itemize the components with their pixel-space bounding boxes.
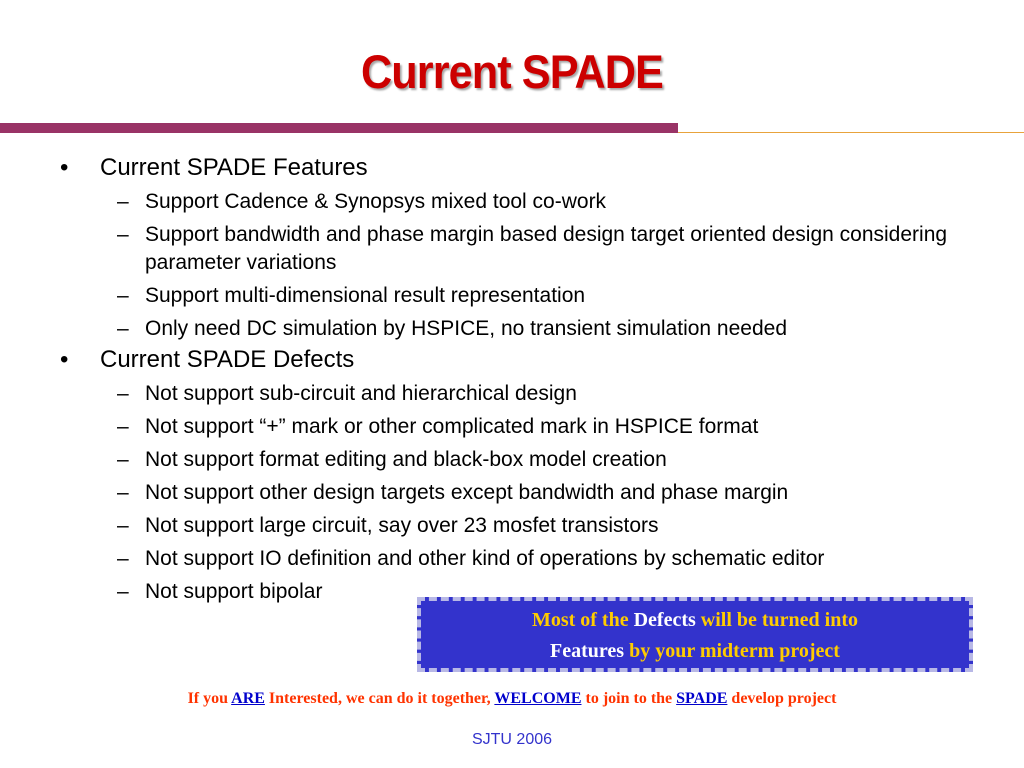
callout-text: Most of the xyxy=(531,609,634,631)
defects-item-text: Not support format editing and black-box model creation xyxy=(145,448,667,471)
callout-line-2 xyxy=(429,636,961,667)
dash-icon: – xyxy=(117,317,129,340)
invite-text: Interested, we can do it together, xyxy=(264,690,495,707)
defects-heading-item xyxy=(60,345,960,375)
features-item-text: Support bandwidth and phase margin based design target oriented design considering parameter variations xyxy=(145,223,948,274)
features-heading-item xyxy=(60,153,960,183)
defects-item-text: Not support large circuit, say over 23 mosfet transistors xyxy=(145,514,659,537)
invite-text: If you xyxy=(187,690,232,707)
dash-icon: – xyxy=(117,514,129,537)
footer-text: SJTU 2006 xyxy=(471,731,553,748)
invite-text-welcome: WELCOME xyxy=(494,690,582,707)
invitation-line xyxy=(0,690,1024,708)
defects-item-text: Not support IO definition and other kind of operations by schematic editor xyxy=(145,547,825,570)
dash-icon: – xyxy=(117,481,129,504)
features-heading: Current SPADE Features xyxy=(100,154,368,181)
features-item xyxy=(60,221,960,277)
defects-heading: Current SPADE Defects xyxy=(100,346,355,373)
invite-text: to join to the xyxy=(581,690,677,707)
defects-item xyxy=(60,512,960,540)
features-item xyxy=(60,188,960,216)
bullet-icon: • xyxy=(60,346,69,373)
defects-item-text: Not support “+” mark or other complicated mark in HSPICE format xyxy=(145,415,759,438)
defects-item xyxy=(60,380,960,408)
defects-item xyxy=(60,479,960,507)
slide-title: Current SPADE xyxy=(361,45,663,98)
dash-icon: – xyxy=(117,190,129,213)
features-item xyxy=(60,315,960,343)
title-rule-thin xyxy=(678,132,1024,133)
bullet-list xyxy=(60,151,960,606)
features-item xyxy=(60,282,960,310)
invite-text-are: ARE xyxy=(231,690,265,707)
dash-icon: – xyxy=(117,580,129,603)
invite-text: develop project xyxy=(727,690,837,707)
dash-icon: – xyxy=(117,284,129,307)
dash-icon: – xyxy=(117,382,129,405)
invite-text-spade: SPADE xyxy=(676,690,728,707)
title-rule-thick xyxy=(0,123,678,133)
callout-text: by your midterm project xyxy=(624,640,840,662)
callout-text-defects: Defects xyxy=(633,609,696,631)
features-item-text: Support Cadence & Synopsys mixed tool co-work xyxy=(145,190,607,213)
callout-line-1 xyxy=(429,605,961,636)
callout-text: will be turned into xyxy=(695,609,859,631)
defects-item-text: Not support bipolar xyxy=(145,580,323,603)
bullet-icon: • xyxy=(60,154,69,181)
defects-item-text: Not support sub-circuit and hierarchical design xyxy=(145,382,577,405)
defects-item xyxy=(60,413,960,441)
callout-text-features: Features xyxy=(550,640,625,662)
dash-icon: – xyxy=(117,448,129,471)
dash-icon: – xyxy=(117,547,129,570)
features-item-text: Support multi-dimensional result representation xyxy=(145,284,586,307)
defects-item xyxy=(60,446,960,474)
defects-item-text: Not support other design targets except bandwidth and phase margin xyxy=(145,481,789,504)
features-item-text: Only need DC simulation by HSPICE, no transient simulation needed xyxy=(145,317,787,340)
defects-item xyxy=(60,545,960,573)
callout-box xyxy=(417,597,973,672)
dash-icon: – xyxy=(117,415,129,438)
dash-icon: – xyxy=(117,223,129,246)
